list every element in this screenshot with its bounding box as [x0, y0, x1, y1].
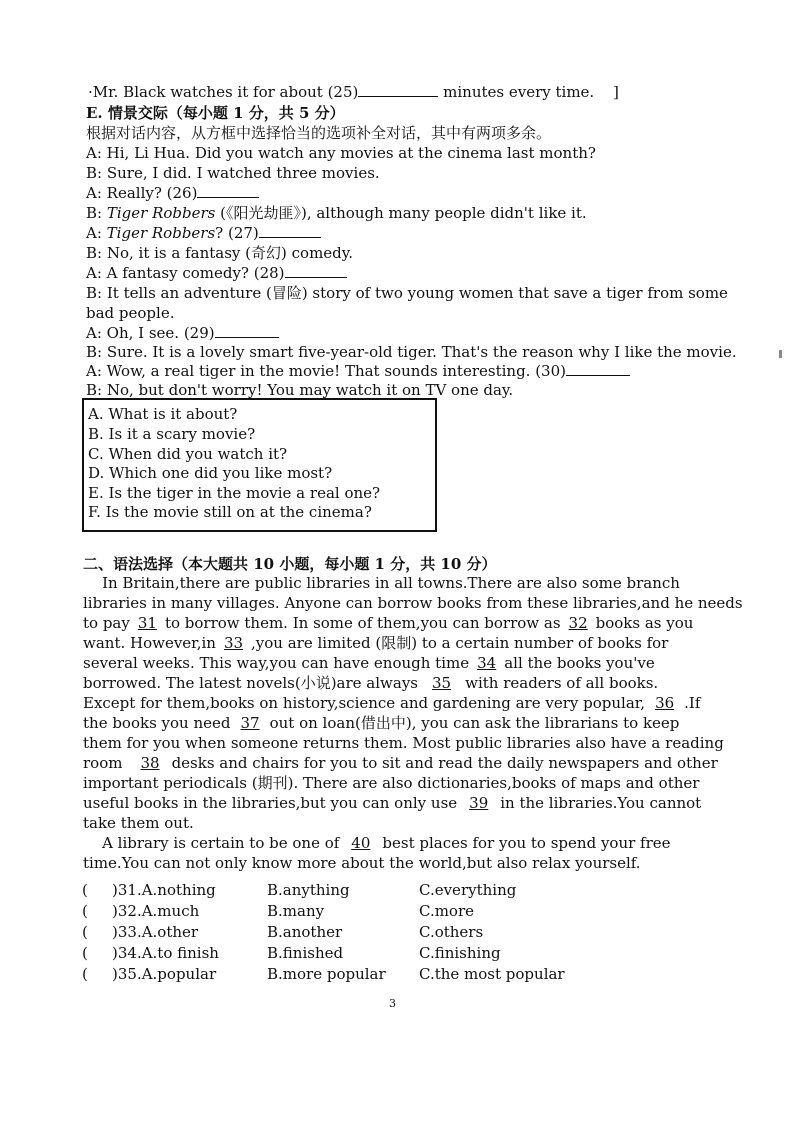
- speaker: B:: [86, 204, 103, 222]
- dialogue-text: A: A fantasy comedy? (28): [86, 264, 285, 282]
- blank-37: 37: [240, 714, 260, 732]
- passage-text: to pay: [83, 614, 130, 632]
- section-e-instruction: 根据对话内容，从方框中选择恰当的选项补全对话，其中有两项多余。: [86, 124, 552, 142]
- passage-line-11: [83, 773, 703, 793]
- q25-blank: [358, 82, 438, 97]
- q29-blank: [215, 323, 279, 338]
- choice-b: B.more popular: [267, 965, 386, 983]
- dialogue-line-1: A: Hi, Li Hua. Did you watch any movies at the cinema last month?: [86, 144, 596, 162]
- answer-paren[interactable]: (: [82, 923, 88, 941]
- page-number: 3: [389, 997, 396, 1010]
- dialogue-line-5: [86, 223, 706, 243]
- passage-text: borrowed. The latest novels(小说)are always: [83, 674, 419, 692]
- blank-35: 35: [432, 674, 452, 692]
- q30-blank: [566, 361, 630, 376]
- passage-line-6: [83, 673, 703, 693]
- passage-line-1: [83, 573, 703, 593]
- passage-text: In Britain,there are public libraries in all towns.There are also some branch: [83, 574, 680, 592]
- option-d: D. Which one did you like most?: [88, 464, 333, 482]
- passage-text: ,you are limited (限制) to a certain number of books for: [251, 634, 669, 652]
- movie-title: Tiger Robbers: [106, 204, 216, 222]
- choice-a: )32.A.much: [112, 902, 200, 920]
- passage-line-14: [83, 833, 703, 853]
- passage-text: the books you need: [83, 714, 231, 732]
- dialogue-line-4: [86, 203, 706, 223]
- passage-line-8: [83, 713, 703, 733]
- dialogue-text: ? (27): [215, 224, 259, 242]
- blank-40: 40: [351, 834, 371, 852]
- passage-line-3: [83, 613, 703, 633]
- dialogue-line-13: B: No, but don't worry! You may watch it on TV one day.: [86, 381, 514, 399]
- q26-blank: [197, 183, 259, 198]
- dialogue-line-7: [86, 263, 706, 283]
- blank-31: 31: [137, 614, 157, 632]
- dialogue-line-12: [86, 361, 706, 381]
- passage-text: in the libraries.You cannot: [500, 794, 702, 812]
- q25-tail: minutes every time.: [443, 83, 595, 101]
- scan-mark: [779, 350, 782, 358]
- passage-line-10: [83, 753, 718, 773]
- q27-blank: [259, 223, 321, 238]
- choice-b: B.many: [267, 902, 325, 920]
- answer-paren[interactable]: (: [82, 881, 88, 899]
- choice-c: C.more: [419, 902, 475, 920]
- passage-text: out on loan(借出中), you can ask the librarians to keep: [269, 714, 680, 732]
- option-e: E. Is the tiger in the movie a real one?: [88, 484, 381, 502]
- passage-text: with readers of all books.: [465, 674, 659, 692]
- option-f: F. Is the movie still on at the cinema?: [88, 503, 372, 521]
- speaker: A:: [86, 224, 102, 242]
- choice-c: C.the most popular: [419, 965, 565, 983]
- passage-text: all the books you've: [504, 654, 655, 672]
- section-2-title: 二、语法选择（本大题共 10 小题，每小题 1 分，共 10 分）: [83, 555, 497, 573]
- blank-36: 36: [655, 694, 675, 712]
- choice-b: B.anything: [267, 881, 350, 899]
- choice-c: C.everything: [419, 881, 517, 899]
- answer-paren[interactable]: (: [82, 944, 88, 962]
- q25-line: [88, 82, 708, 102]
- blank-38: 38: [140, 754, 160, 772]
- bracket: ]: [612, 83, 619, 101]
- blank-34: 34: [477, 654, 497, 672]
- dialogue-text: A: Wow, a real tiger in the movie! That sounds interesting. (30): [86, 362, 566, 380]
- passage-text: useful books in the libraries,but you can only use: [83, 794, 458, 812]
- choice-a: )35.A.popular: [112, 965, 217, 983]
- dialogue-text: (《阳光劫匪》), although many people didn't like it.: [215, 204, 587, 222]
- passage-text: time.You can not only know more about the world,but also relax yourself.: [83, 854, 641, 872]
- dialogue-line-8: B: It tells an adventure (冒险) story of two young women that save a tiger from some: [86, 284, 728, 302]
- choice-a: )33.A.other: [112, 923, 199, 941]
- blank-39: 39: [469, 794, 489, 812]
- passage-text: room: [83, 754, 123, 772]
- passage-line-12: [83, 793, 703, 813]
- options-box: [82, 398, 437, 532]
- passage-text: .If: [684, 694, 701, 712]
- dialogue-line-11: B: Sure. It is a lovely smart five-year-old tiger. That's the reason why I like the movie.: [86, 343, 737, 361]
- passage-text: books as you: [595, 614, 694, 632]
- passage-text: several weeks. This way,you can have enough time: [83, 654, 470, 672]
- answer-paren[interactable]: (: [82, 965, 88, 983]
- blank-32: 32: [568, 614, 588, 632]
- passage-line-9: [83, 733, 724, 753]
- passage-text: best places for you to spend your free: [382, 834, 671, 852]
- option-a: A. What is it about?: [88, 405, 238, 423]
- passage-line-2: [83, 593, 743, 613]
- q25-text: ·Mr. Black watches it for about (25): [88, 83, 359, 101]
- passage-text: A library is certain to be one of: [83, 834, 340, 852]
- choice-a: )31.A.nothing: [112, 881, 216, 899]
- passage-text: Except for them,books on history,science and gardening are very popular,: [83, 694, 646, 712]
- passage-text: to borrow them. In some of them,you can borrow as: [164, 614, 561, 632]
- dialogue-text: A: Really? (26): [86, 184, 198, 202]
- section-e-title: E. 情景交际（每小题 1 分，共 5 分）: [86, 104, 345, 122]
- choice-c: C.finishing: [419, 944, 501, 962]
- dialogue-line-9: bad people.: [86, 304, 175, 322]
- answer-paren[interactable]: (: [82, 902, 88, 920]
- choice-c: C.others: [419, 923, 484, 941]
- dialogue-line-3: [86, 183, 706, 203]
- passage-text: take them out.: [83, 814, 194, 832]
- dialogue-line-6: B: No, it is a fantasy (奇幻) comedy.: [86, 244, 354, 262]
- passage-text: them for you when someone returns them. Most public libraries also have a reading: [83, 734, 724, 752]
- dialogue-text: A: Oh, I see. (29): [86, 324, 215, 342]
- movie-title: Tiger Robbers: [106, 224, 216, 242]
- passage-line-13: [83, 813, 703, 833]
- passage-line-5: [83, 653, 703, 673]
- passage-text: libraries in many villages. Anyone can borrow books from these libraries,and he needs: [83, 594, 743, 612]
- q28-blank: [285, 263, 347, 278]
- passage-line-4: [83, 633, 703, 653]
- choice-b: B.another: [267, 923, 343, 941]
- option-b: B. Is it a scary movie?: [88, 425, 256, 443]
- passage-line-7: [83, 693, 703, 713]
- passage-text: want. However,in: [83, 634, 216, 652]
- passage-text: important periodicals (期刊). There are also dictionaries,books of maps and other: [83, 774, 700, 792]
- passage-text: desks and chairs for you to sit and read the daily newspapers and other: [171, 754, 718, 772]
- choice-b: B.finished: [267, 944, 344, 962]
- dialogue-line-2: B: Sure, I did. I watched three movies.: [86, 164, 380, 182]
- option-c: C. When did you watch it?: [88, 445, 288, 463]
- blank-33: 33: [223, 634, 244, 652]
- dialogue-line-10: [86, 323, 706, 343]
- choice-a: )34.A.to finish: [112, 944, 219, 962]
- passage-line-15: [83, 853, 703, 873]
